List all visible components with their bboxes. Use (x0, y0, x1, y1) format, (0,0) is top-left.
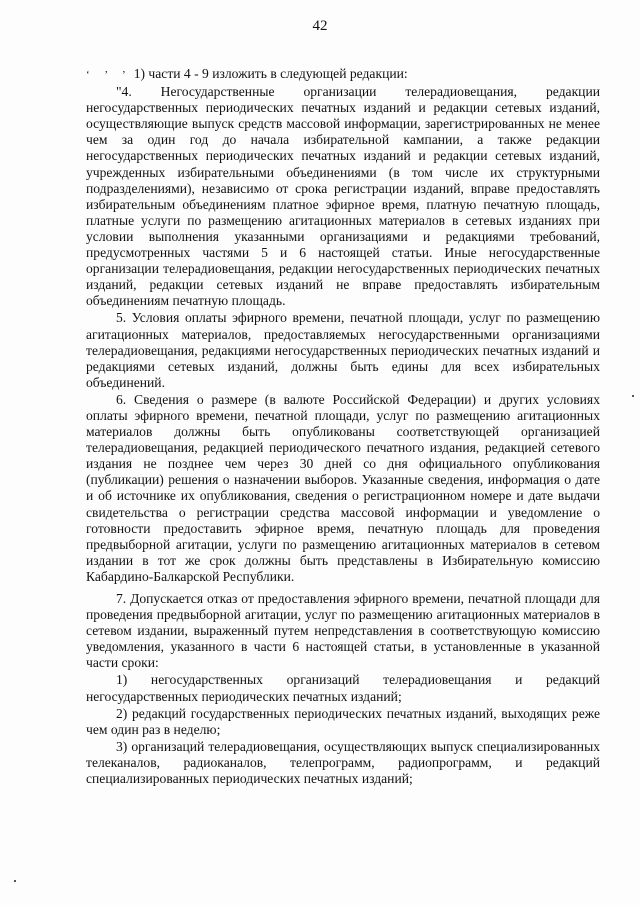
paragraph-part-6: 6. Сведения о размере (в валюте Российской Федерации) и других условиях оплаты эфирного времени, печатной площади, услуг по размещению агитационных материалов должны быть опубликованы соответствующей организацией телерадиовещания, редакцией периодического печатного издания, редакцией сетевого издания не позднее чем через 30 дней со дня официального опубликования (публикации) решения о назначении выборов. Указанные сведения, информация о дате и об источнике их опубликования, сведения о регистрационном номере и дате выдачи свидетельства о регистрации средства массовой информации и уведомление о готовности предоставить эфирное время, печатную площадь для проведения предвыборной агитации, услуги по размещению агитационных материалов в сетевом издании в тот же срок должны быть представлены в Избирательную комиссию Кабардино-Балкарской Республики. (86, 391, 600, 584)
intro-text: 1) части 4 - 9 изложить в следующей редакции: (133, 66, 408, 81)
scan-marks: ‘ ’ ’ (86, 69, 132, 81)
page-number: 42 (312, 18, 328, 34)
list-item-1: 1) негосударственных организаций телерадиовещания и редакций негосударственных периодических печатных изданий; (86, 672, 600, 704)
list-item-2: 2) редакций государственных периодических печатных изданий, выходящих реже чем один раз в неделю; (86, 705, 600, 737)
scan-artifact (632, 395, 634, 397)
paragraph-part-4: "4. Негосударственные организации телерадиовещания, редакции негосударственных периодических печатных изданий и редакции сетевых изданий, осуществляющие выпуск средств массовой информации, зарегистрированных не менее чем за один год до начала избирательной кампании, а также редакции негосударственных периодических печатных изданий и редакции сетевых изданий, учрежденных избирательными объединениями (в том числе их структурными подразделениями), независимо от срока регистрации изданий, вправе предоставлять избирательным объединениям платное эфирное время, платную печатную площадь, платные услуги по размещению агитационных материалов в сетевых изданиях при условии выполнения указанными организациями и редакциями требований, предусмотренных частями 5 и 6 настоящей статьи. Иные негосударственные организации телерадиовещания, редакции негосударственных периодических печатных изданий, редакции сетевых изданий не вправе предоставлять избирательным объединениям печатную площадь. (86, 84, 600, 309)
intro-line (86, 66, 600, 83)
document-body (86, 66, 600, 787)
paragraph-part-5: 5. Условия оплаты эфирного времени, печатной площади, услуг по размещению агитационных материалов, предоставляемых негосударственными организациями телерадиовещания, редакциями негосударственных периодических печатных изданий и редакциями сетевых изданий, должны быть едины для всех избирательных объединений. (86, 310, 600, 390)
scan-artifact (14, 880, 16, 882)
list-item-3: 3) организаций телерадиовещания, осуществляющих выпуск специализированных телеканалов, радиоканалов, телепрограмм, радиопрограмм, и редакций специализированных периодических печатных изданий; (86, 738, 600, 787)
paragraph-part-7: 7. Допускается отказ от предоставления эфирного времени, печатной площади для проведения предвыборной агитации, услуг по размещению агитационных материалов в сетевом издании, выраженный путем непредставления в соответствующую комиссию уведомления, указанного в части 6 настоящей статьи, в установленные в указанной части сроки: (86, 591, 600, 671)
